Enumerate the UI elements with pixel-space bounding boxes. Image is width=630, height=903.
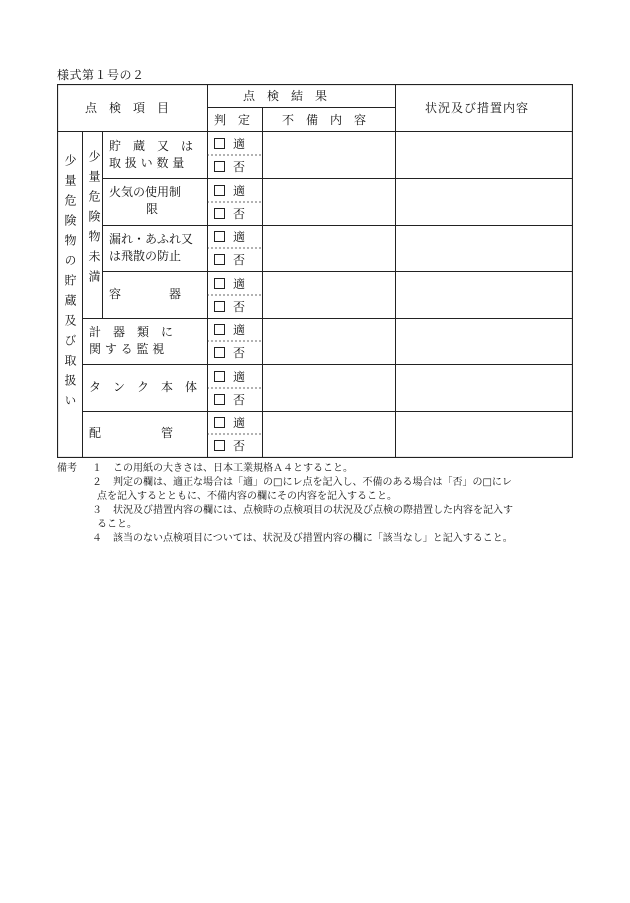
remarks-label: 備考 (57, 463, 77, 474)
checkbox-ng-piping[interactable]: 否 (214, 439, 245, 453)
checkbox-ok-tank-body[interactable]: 適 (214, 370, 245, 384)
item-tank-body: タ ン ク 本 体 (89, 380, 198, 394)
checkbox-ok-fire-restriction[interactable]: 適 (214, 184, 245, 198)
remarks (57, 462, 577, 546)
checkbox-ng-leak-prevention[interactable]: 否 (214, 253, 245, 267)
group-label-outer: 少量危険物の貯蔵及び取扱い (63, 154, 77, 414)
header-judgment: 判 定 (214, 113, 251, 127)
header-inspection-item: 点 検 項 目 (85, 101, 170, 115)
item-leak-prevention: 漏れ・あふれ又 は飛散の防止 (109, 232, 194, 263)
checkbox-ng-storage-quantity[interactable]: 否 (214, 160, 245, 174)
item-fire-restriction: 火気の使用制 限 (109, 185, 182, 216)
form-number: 様式第１号の２ (57, 68, 145, 82)
checkbox-ng-tank-body[interactable]: 否 (214, 393, 245, 407)
checkbox-ng-instrument-monitoring[interactable]: 否 (214, 346, 245, 360)
checkbox-ng-container[interactable]: 否 (214, 300, 245, 314)
checkbox-ok-container[interactable]: 適 (214, 277, 245, 291)
header-defect-content: 不 備 内 容 (282, 113, 367, 127)
checkbox-ok-storage-quantity[interactable]: 適 (214, 137, 245, 151)
remark-item: ２ 判定の欄は、適正な場合は「適」の□にレ点を記入し、不備のある場合は「否」の□にレ 点を記入するとともに、不備内容の欄にその内容を記入すること。 (92, 477, 512, 502)
item-container: 容 器 (109, 287, 182, 301)
item-storage-quantity: 貯 蔵 又 は 取 扱 い 数 量 (109, 139, 194, 170)
remark-item: 備考 １ この用紙の大きさは、日本工業規格Ａ４とすること。 (57, 463, 353, 474)
remark-item: ３ 状況及び措置内容の欄には、点検時の点検項目の状況及び点検の際措置した内容を記入す ること。 (92, 505, 513, 530)
checkbox-ok-instrument-monitoring[interactable]: 適 (214, 323, 245, 337)
checkbox-ok-piping[interactable]: 適 (214, 416, 245, 430)
group-label-inner: 少量危険物未満 (87, 150, 101, 290)
inspection-table (57, 84, 573, 458)
item-instrument-monitoring: 計 器 類 に 関 す る 監 視 (89, 325, 174, 356)
header-inspection-result: 点 検 結 果 (243, 89, 328, 103)
checkbox-ok-leak-prevention[interactable]: 適 (214, 230, 245, 244)
remark-item: ４ 該当のない点検項目については、状況及び措置内容の欄に「該当なし」と記入すること。 (92, 533, 513, 544)
checkbox-ng-fire-restriction[interactable]: 否 (214, 207, 245, 221)
header-status-measures: 状況及び措置内容 (425, 101, 530, 115)
item-piping: 配 管 (89, 426, 174, 440)
